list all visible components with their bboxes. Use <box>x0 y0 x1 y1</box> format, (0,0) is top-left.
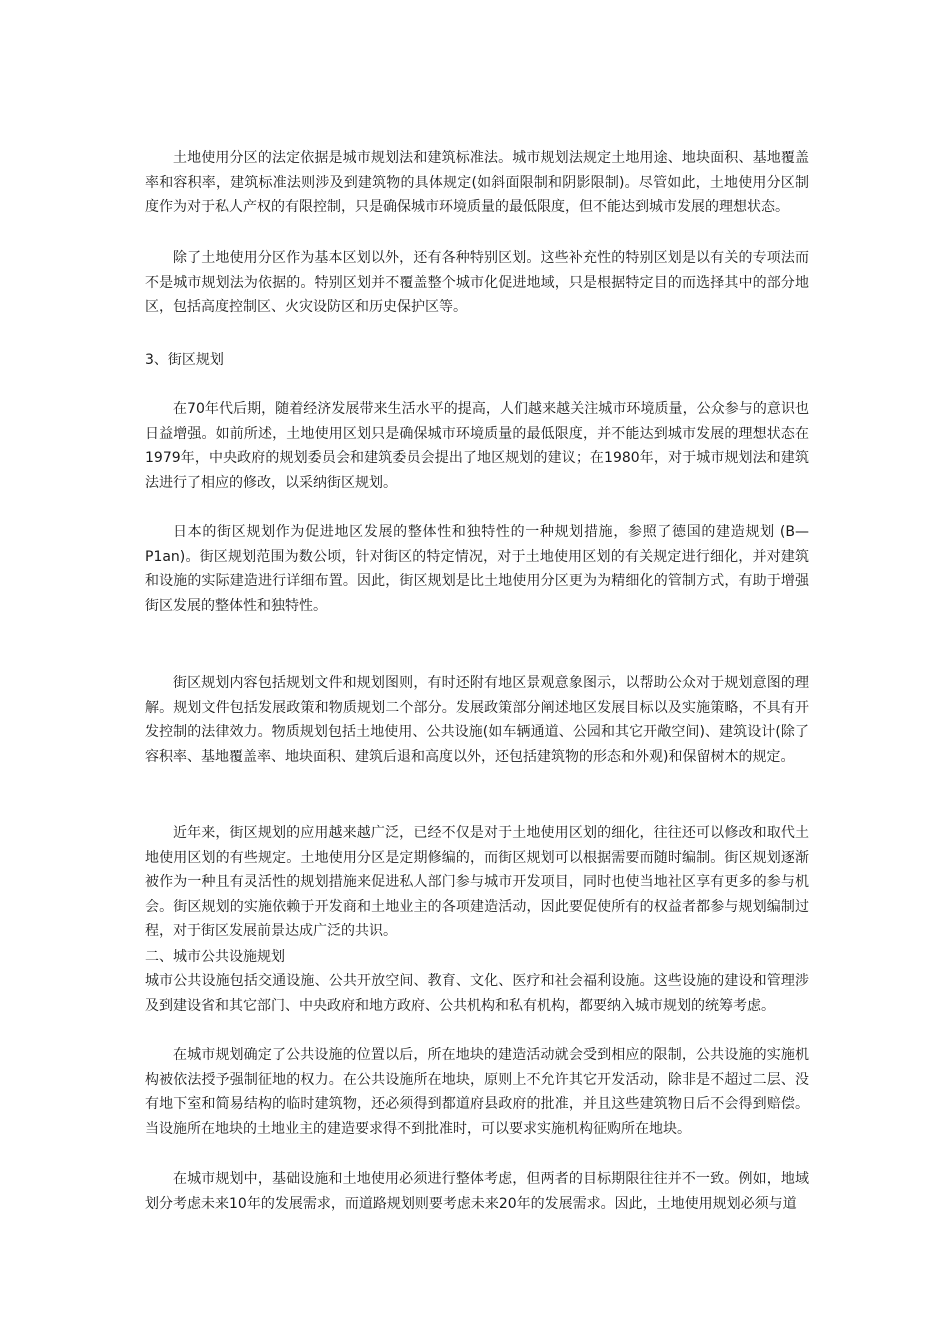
section-heading-district-planning: 3、街区规划 <box>145 352 224 368</box>
paragraph-facility-location-restrictions: 在城市规划确定了公共设施的位置以后，所在地块的建造活动就会受到相应的限制，公共设施的实施机构被依法授予强制征地的权力。在公共设施所在地块，原则上不允许其它开发活动，除非是不超过二层、没有地下室和简易结构的临时建筑物，还必须得到都道府县政府的批准，并且这些建筑物日后不会得到赔偿。当设施所在地块的土地业主的建造要求得不到批准时，可以要求实施机构征购所在地块。 <box>145 1047 809 1137</box>
paragraph-public-facilities-scope: 城市公共设施包括交通设施、公共开放空间、教育、文化、医疗和社会福利设施。这些设施的建设和管理涉及到建设省和其它部门、中央政府和地方政府、公共机构和私有机构，都要纳入城市规划的统筹考虑。 <box>145 973 809 1014</box>
section-heading-public-facilities: 二、城市公共设施规划 <box>145 949 285 965</box>
paragraph-plan-contents: 街区规划内容包括规划文件和规划图则，有时还附有地区景观意象图示，以帮助公众对于规划意图的理解。规划文件包括发展政策和物质规划二个部分。发展政策部分阐述地区发展目标以及实施策略，不具有开发控制的法律效力。物质规划包括土地使用、公共设施(如车辆通道、公园和其它开敞空间)、建筑设计(除了容积率、基地覆盖率、地块面积、建筑后退和高度以外，还包括建筑物的形态和外观)和保留树木的规定。 <box>145 675 809 765</box>
paragraph-1970s-background: 在70年代后期，随着经济发展带来生活水平的提高，人们越来越关注城市环境质量，公众参与的意识也日益增强。如前所述，土地使用区划只是确保城市环境质量的最低限度，并不能达到城市发展的理想状态在1979年，中央政府的规划委员会和建筑委员会提出了地区规划的建议；在1980年，对于城市规划法和建筑法进行了相应的修改，以采纳街区规划。 <box>145 401 809 491</box>
paragraph-zoning-legal-basis: 土地使用分区的法定依据是城市规划法和建筑标准法。城市规划法规定土地用途、地块面积、基地覆盖率和容积率，建筑标准法则涉及到建筑物的具体规定(如斜面限制和阴影限制)。尽管如此，土地使用分区制度作为对于私人产权的有限控制，只是确保城市环境质量的最低限度，但不能达到城市发展的理想状态。 <box>145 150 809 215</box>
paragraph-japan-district-plan: 日本的街区规划作为促进地区发展的整体性和独特性的一种规划措施，参照了德国的建造规划 (B—P1an)。街区规划范围为数公顷，针对街区的特定情况，对于土地使用区划的有关规定进行细化，并对建筑和设施的实际建造进行详细布置。因此，街区规划是比土地使用分区更为为精细化的管制方式，有助于增强街区发展的整体性和独特性。 <box>145 524 809 614</box>
paragraph-infrastructure-land-use: 在城市规划中，基础设施和土地使用必须进行整体考虑，但两者的目标期限往往并不一致。例如，地域划分考虑未来10年的发展需求，而道路规划则要考虑未来20年的发展需求。因此，土地使用规划必须与道 <box>145 1171 809 1212</box>
paragraph-recent-application: 近年来，街区规划的应用越来越广泛，已经不仅是对于土地使用区划的细化，往往还可以修改和取代土地使用区划的有些规定。土地使用分区是定期修编的，而街区规划可以根据需要而随时编制。街区规划逐渐被作为一种且有灵活性的规划措施来促进私人部门参与城市开发项目，同时也使当地社区享有更多的参与机会。街区规划的实施依赖于开发商和土地业主的各项建造活动，因此要促使所有的权益者都参与规划编制过程，对于街区发展前景达成广泛的共识。 <box>145 825 809 939</box>
paragraph-special-zoning: 除了土地使用分区作为基本区划以外，还有各种特别区划。这些补充性的特别区划是以有关的专项法而不是城市规划法为依据的。特别区划并不覆盖整个城市化促进地域，只是根据特定目的而选择其中的部分地区，包括高度控制区、火灾设防区和历史保护区等。 <box>145 250 809 315</box>
